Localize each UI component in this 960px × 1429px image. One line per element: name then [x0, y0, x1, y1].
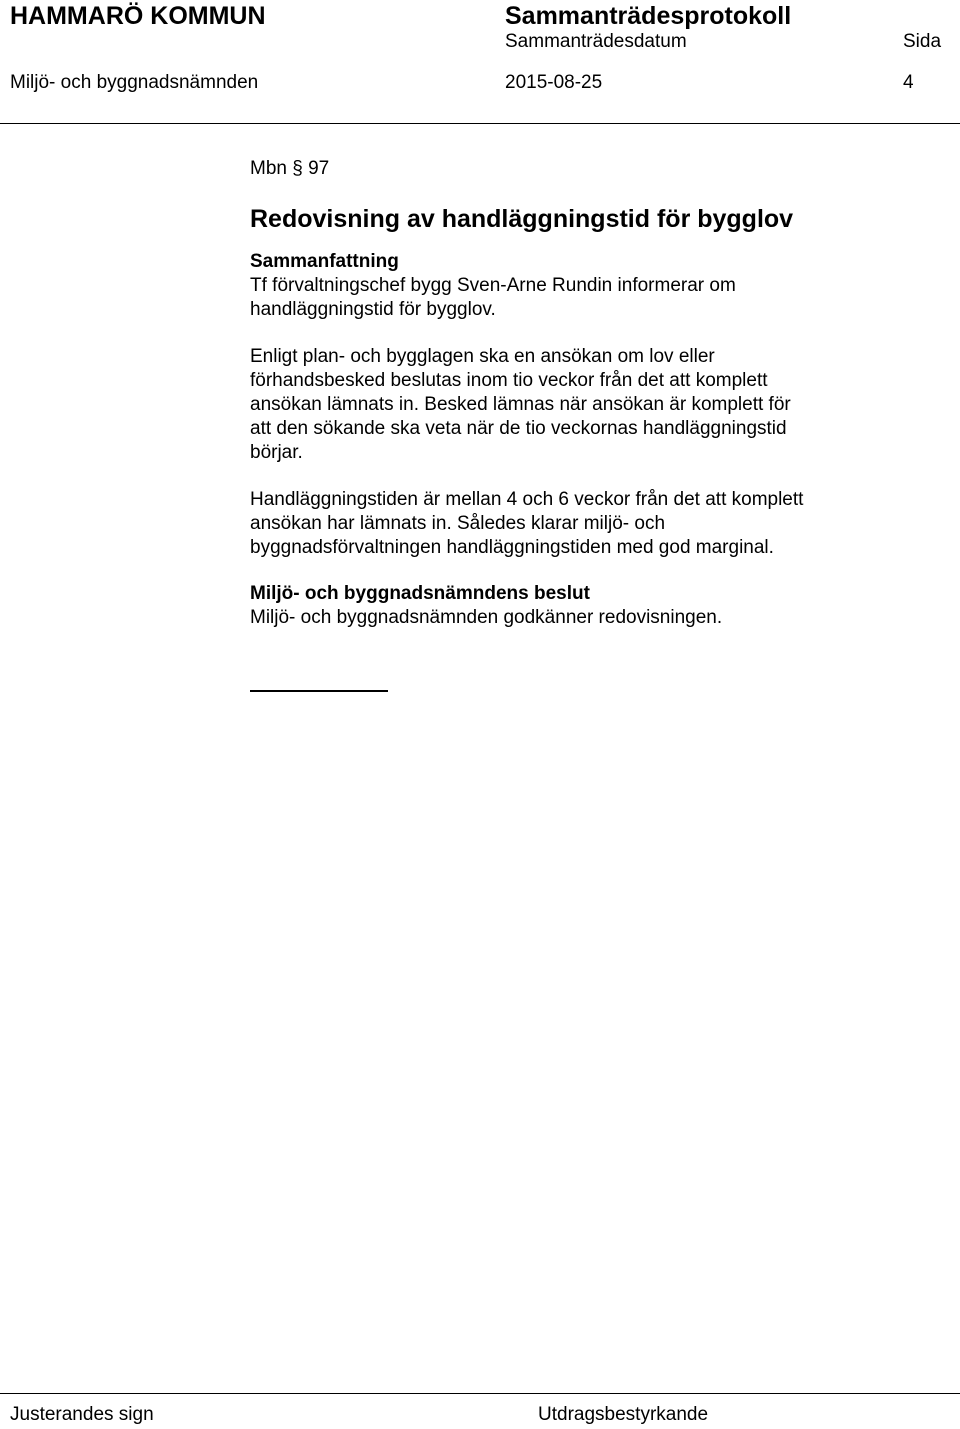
text-line: börjar.	[250, 442, 303, 463]
text-line: ansökan har lämnats in. Således klarar miljö- och	[250, 513, 666, 534]
section-id: Mbn § 97	[250, 158, 330, 179]
page-title: Redovisning av handläggningstid för bygglov	[250, 205, 794, 233]
document-body	[250, 157, 950, 630]
text-line: ansökan lämnats in. Besked lämnas när ansökan är komplett för	[250, 394, 791, 415]
summary-heading: Sammanfattning	[250, 251, 399, 272]
page-label: Sida	[903, 31, 942, 52]
paragraph-processing-time	[250, 488, 950, 560]
document-title: Sammanträdesprotokoll	[505, 2, 792, 30]
page-number: 4	[903, 72, 914, 93]
text-line: att den sökande ska veta när de tio veckornas handläggningstid	[250, 418, 787, 439]
decision-heading: Miljö- och byggnadsnämndens beslut	[250, 583, 590, 604]
footer-divider	[0, 1393, 960, 1394]
organization-name: HAMMARÖ KOMMUN	[10, 2, 266, 30]
text-line: byggnadsförvaltningen handläggningstiden med god marginal.	[250, 537, 774, 558]
paragraph-plan-law	[250, 345, 950, 465]
end-of-section-line	[250, 690, 388, 692]
meeting-date-label: Sammanträdesdatum	[505, 31, 687, 52]
text-line: handläggningstid för bygglov.	[250, 299, 496, 320]
committee-name: Miljö- och byggnadsnämnden	[10, 72, 259, 93]
meeting-date: 2015-08-25	[505, 72, 603, 93]
decision-text: Miljö- och byggnadsnämnden godkänner redovisningen.	[250, 607, 723, 628]
summary-text	[250, 274, 950, 322]
adjuster-signature-label: Justerandes sign	[10, 1404, 154, 1425]
text-line: Handläggningstiden är mellan 4 och 6 veckor från det att komplett	[250, 489, 804, 510]
header-divider	[0, 123, 960, 124]
text-line: förhandsbesked beslutas inom tio veckor från det att komplett	[250, 370, 768, 391]
text-line: Enligt plan- och bygglagen ska en ansökan om lov eller	[250, 346, 715, 367]
extract-certification-label: Utdragsbestyrkande	[538, 1404, 709, 1425]
text-line: Tf förvaltningschef bygg Sven-Arne Rundin informerar om	[250, 275, 736, 296]
